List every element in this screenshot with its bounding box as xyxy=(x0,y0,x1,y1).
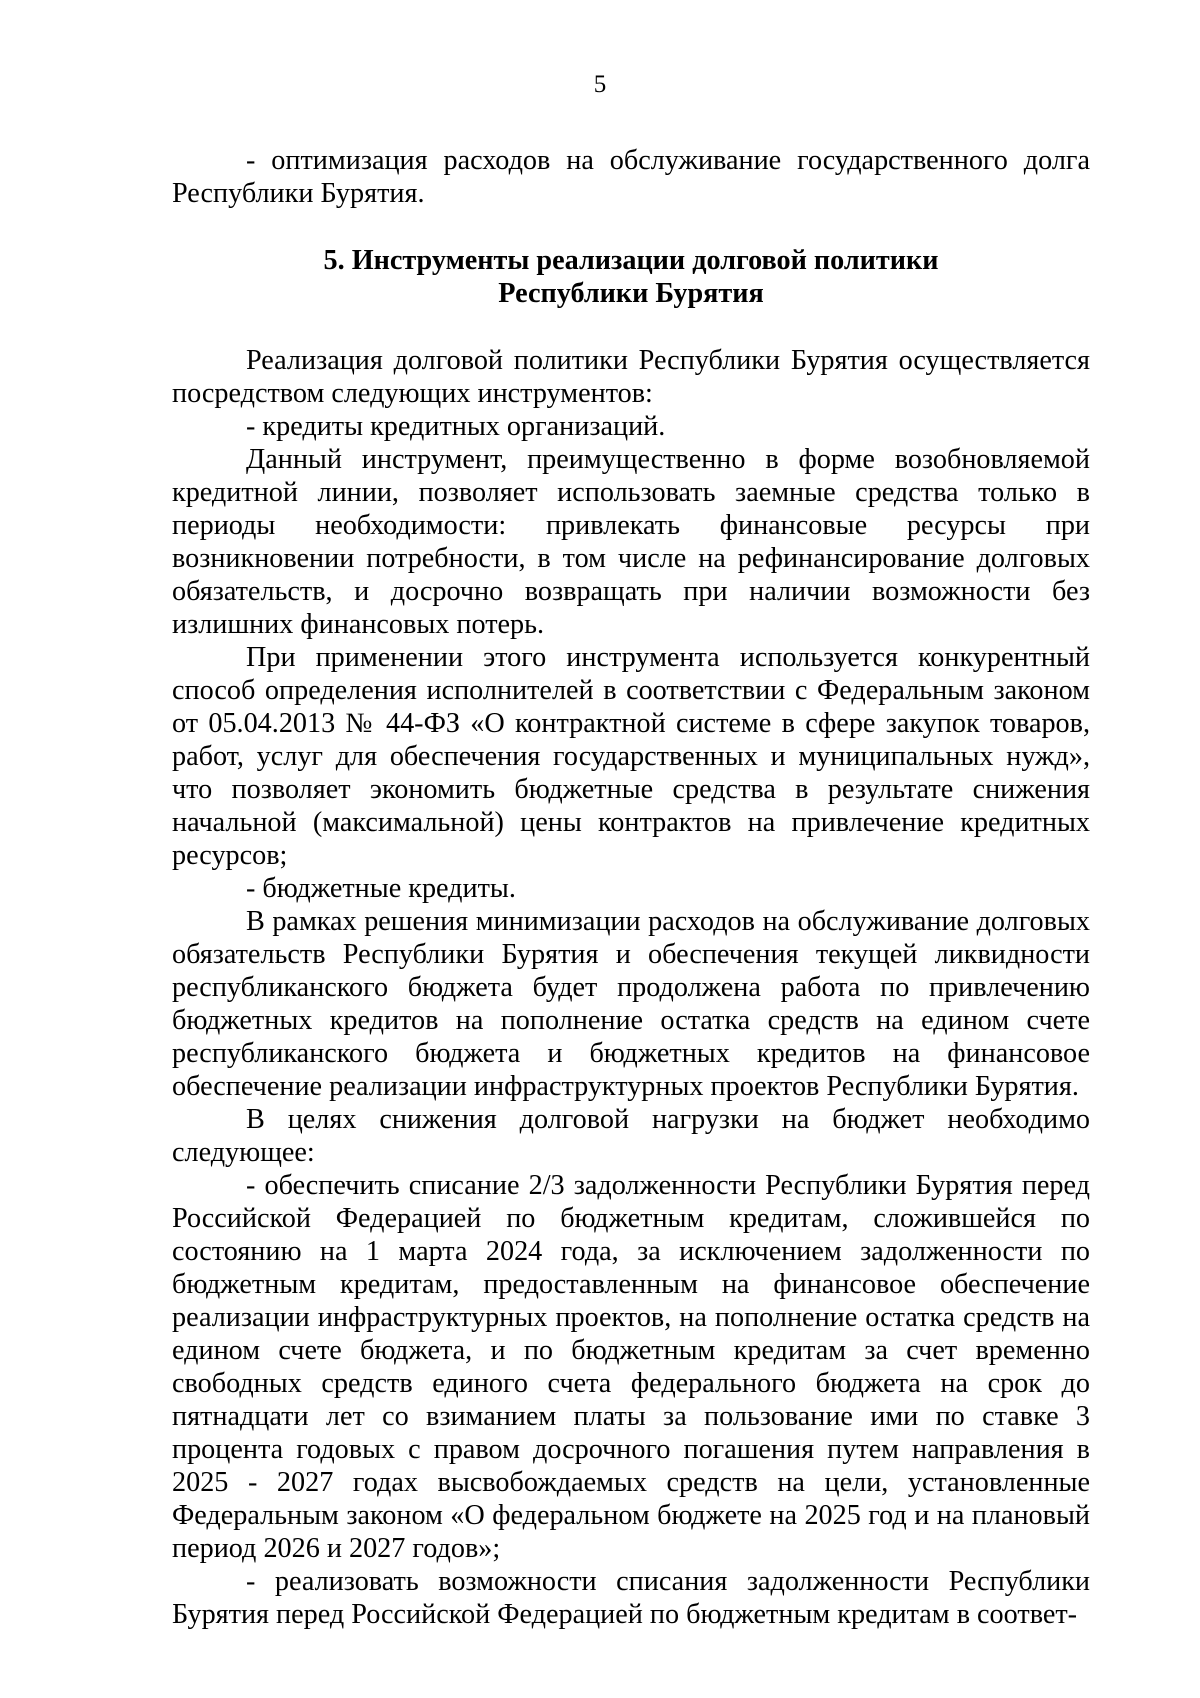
paragraph: В рамках решения минимизации расходов на обслуживание долговых обязательств Республики Бурятия и обеспечения текущей ликвидности республиканского бюджета будет продолжена работа по привлечению бюджетных кредитов на пополнение остатка средств на едином счете республиканского бюджета и бюджетных кредитов на финансовое обеспечение реализации инфраструктурных проектов Республики Бурятия. xyxy=(172,906,1090,1102)
list-item: - реализовать возможности списания задолженности Республики Бурятия перед Российской Федерацией по бюджетным кредитам в соответ- xyxy=(172,1566,1090,1630)
document-body xyxy=(172,144,1090,1631)
section-heading-line-1: 5. Инструменты реализации долговой политики xyxy=(323,245,939,276)
list-item: - бюджетные кредиты. xyxy=(246,873,516,904)
list-item: - обеспечить списание 2/3 задолженности Республики Бурятия перед Российской Федерацией по бюджетным кредитам, сложившейся по состоянию на 1 марта 2024 года, за исключением задолженности по бюджетным кредитам, предоставленным на финансовое обеспечение реализации инфраструктурных проектов, на пополнение остатка средств на едином счете бюджета, и по бюджетным кредитам за счет временно свободных средств единого счета федерального бюджета на срок до пятнадцати лет со взиманием платы за пользование ими по ставке 3 процента годовых с правом досрочного погашения путем направления в 2025 - 2027 годах высвобождаемых средств на цели, установленные Федеральным законом «О федеральном бюджете на 2025 год и на плановый период 2026 и 2027 годов»; xyxy=(172,1170,1090,1564)
section-heading xyxy=(172,244,1090,310)
page-number: 5 xyxy=(593,71,607,98)
paragraph: Реализация долговой политики Республики Бурятия осуществляется посредством следующих инструментов: xyxy=(172,345,1090,409)
paragraph: При применении этого инструмента используется конкурентный способ определения исполнителей в соответствии с Федеральным законом от 05.04.2013 № 44-ФЗ «О контрактной системе в сфере закупок товаров, работ, услуг для обеспечения государственных и муниципальных нужд», что позволяет экономить бюджетные средства в результате снижения начальной (максимальной) цены контрактов на привлечение кредитных ресурсов; xyxy=(172,642,1090,871)
intro-paragraph: - оптимизация расходов на обслуживание государственного долга Республики Бурятия. xyxy=(172,145,1090,209)
section-heading-line-2: Республики Бурятия xyxy=(498,278,764,309)
paragraph: Данный инструмент, преимущественно в форме возобновляемой кредитной линии, позволяет использовать заемные средства только в периоды необходимости: привлекать финансовые ресурсы при возникновении потребности, в том числе на рефинансирование долговых обязательств, и досрочно возвращать при наличии возможности без излишних финансовых потерь. xyxy=(172,444,1090,640)
paragraph: В целях снижения долговой нагрузки на бюджет необходимо следующее: xyxy=(172,1104,1090,1168)
list-item: - кредиты кредитных организаций. xyxy=(246,411,666,442)
